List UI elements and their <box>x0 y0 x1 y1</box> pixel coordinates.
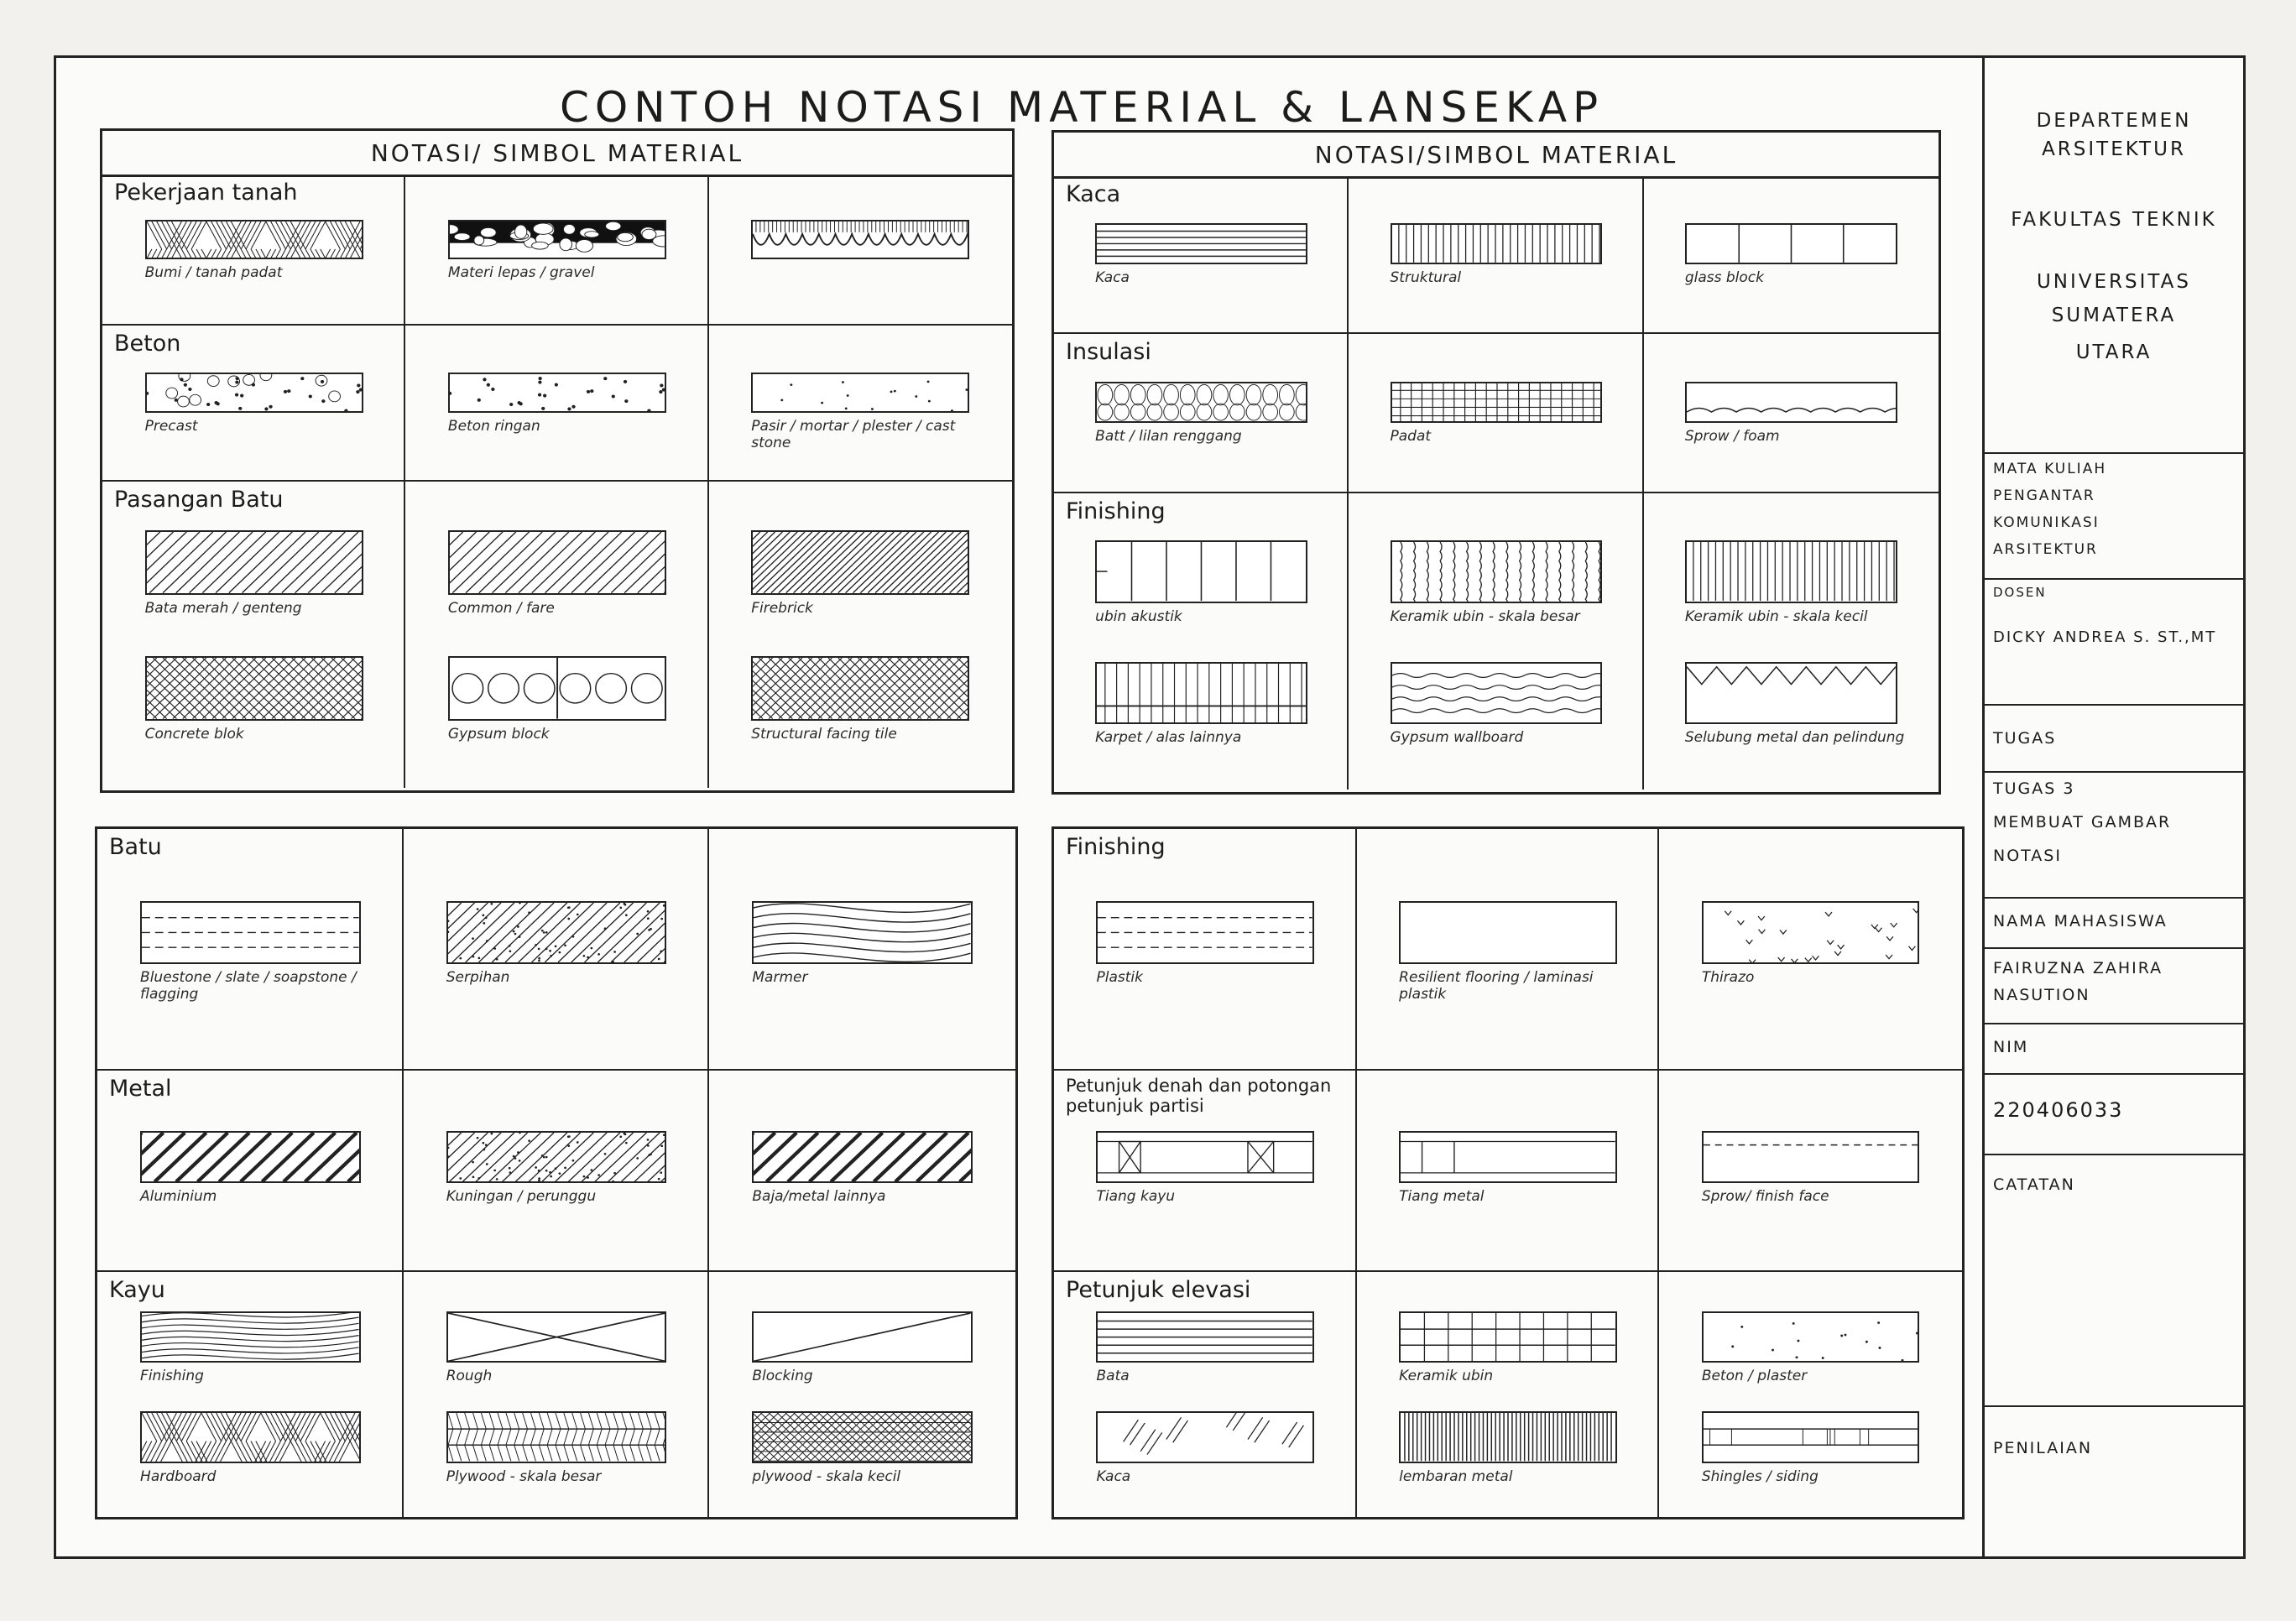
material-label: Structural facing tile <box>751 725 897 743</box>
material-swatch-marble <box>752 901 973 964</box>
material-label: plywood - skala kecil <box>752 1467 901 1485</box>
notation-cell <box>97 829 404 1071</box>
material-swatch-terrazzo <box>1702 901 1920 964</box>
material-swatch-diag-thick <box>140 1131 361 1183</box>
course-box <box>1985 452 2243 580</box>
material-label: Batt / lilan renggang <box>1095 428 1242 446</box>
nim-label-box <box>1985 1023 2243 1075</box>
notation-cell <box>1357 829 1660 1071</box>
material-swatch-zigzag <box>1685 662 1897 724</box>
pattern-graphic <box>450 222 665 258</box>
notation-section-bottom-right <box>1051 826 1965 1519</box>
pattern-graphic <box>147 222 362 258</box>
notation-cell <box>1349 334 1643 493</box>
material-label: Marmer <box>752 969 808 987</box>
material-label: Bata merah / genteng <box>144 600 302 618</box>
material-swatch-waves <box>1391 662 1603 724</box>
pattern-graphic <box>1097 664 1306 722</box>
institution-line: ARSITEKTUR <box>2042 138 2186 160</box>
material-label: Selubung metal dan pelindung <box>1684 729 1905 747</box>
student-label-box <box>1985 897 2243 949</box>
pattern-graphic <box>1704 1413 1918 1461</box>
category-label: Pekerjaan tanah <box>114 180 298 206</box>
material-label: Beton ringan <box>447 418 540 435</box>
material-label: Padat <box>1390 428 1432 446</box>
material-swatch-precast <box>145 373 363 413</box>
notation-cell <box>709 1272 1015 1517</box>
pattern-graphic <box>753 532 968 593</box>
pattern-graphic <box>1401 1133 1615 1181</box>
pattern-graphic <box>448 903 665 962</box>
material-swatch-shingles <box>1702 1411 1920 1462</box>
material-swatch-grid <box>1391 382 1603 423</box>
material-swatch-circles <box>448 656 666 721</box>
course-line: ARSITEKTUR <box>1993 541 2098 558</box>
pattern-graphic <box>142 1133 359 1181</box>
pattern-graphic <box>1392 664 1601 722</box>
pattern-graphic <box>1401 903 1615 962</box>
material-label: Hardboard <box>140 1467 217 1485</box>
material-swatch-diag-dotted <box>446 901 667 964</box>
pattern-graphic <box>1687 383 1896 421</box>
notation-cell <box>1349 493 1643 790</box>
material-label: Rough <box>446 1368 493 1385</box>
notation-cell <box>405 175 708 326</box>
notation-cell <box>1054 176 1349 334</box>
notation-cell <box>1644 334 1939 493</box>
pattern-graphic <box>448 1133 665 1181</box>
notation-cell <box>709 326 1012 482</box>
pattern-graphic <box>1098 1313 1312 1361</box>
section-header: NOTASI/ SIMBOL MATERIAL <box>102 131 1012 177</box>
notation-cell <box>102 326 405 482</box>
notation-cell <box>1054 334 1349 493</box>
institution-line: DEPARTEMEN <box>2036 110 2192 132</box>
material-label: Tiang kayu <box>1096 1188 1176 1206</box>
pattern-graphic <box>753 658 968 719</box>
material-label: Tiang metal <box>1399 1188 1485 1206</box>
pattern-graphic <box>1098 903 1312 962</box>
material-swatch-post-metal <box>1399 1131 1617 1183</box>
material-label: Gypsum wallboard <box>1390 729 1524 747</box>
notation-cell <box>404 829 710 1071</box>
task-line: MEMBUAT GAMBAR <box>1993 813 2172 831</box>
pattern-graphic <box>753 374 968 411</box>
category-label: Pasangan Batu <box>114 487 284 513</box>
drawing-sheet <box>54 55 2246 1559</box>
pattern-graphic <box>1097 383 1306 421</box>
material-swatch-post-wood <box>1096 1131 1314 1183</box>
pattern-graphic <box>1097 225 1306 263</box>
notation-cell <box>1054 829 1357 1071</box>
material-label: Blocking <box>752 1368 813 1385</box>
material-label: Firebrick <box>751 600 813 618</box>
notation-cell <box>709 175 1012 326</box>
material-swatch-weave <box>140 1411 361 1462</box>
notation-cell <box>709 482 1012 788</box>
institution-line: SUMATERA <box>2051 305 2177 326</box>
pattern-graphic <box>754 1413 971 1461</box>
material-swatch-empty <box>1399 901 1617 964</box>
pattern-graphic <box>147 532 362 593</box>
student-name: NASUTION <box>1993 986 2090 1004</box>
pattern-graphic <box>142 903 359 962</box>
pattern-graphic <box>450 658 665 719</box>
pattern-graphic <box>1704 1133 1918 1181</box>
notation-cell <box>102 175 405 326</box>
material-label: Bata <box>1096 1368 1130 1385</box>
material-swatch-dash-line <box>1702 1131 1920 1183</box>
material-label: Baja/metal lainnya <box>752 1188 886 1206</box>
material-swatch-gravel <box>448 220 666 259</box>
notes-box <box>1985 1154 2243 1407</box>
pattern-graphic <box>1392 225 1601 263</box>
grade-box <box>1985 1405 2243 1556</box>
material-label: Serpihan <box>446 969 510 987</box>
material-label: Sprow / foam <box>1684 428 1780 446</box>
pattern-graphic <box>1687 225 1896 263</box>
pattern-graphic <box>754 903 971 962</box>
material-swatch-vlines <box>1685 540 1897 602</box>
notation-cell <box>709 1071 1015 1272</box>
task-box <box>1985 771 2243 899</box>
material-swatch-diag-thick <box>752 1131 973 1183</box>
pattern-graphic <box>448 1413 665 1461</box>
notation-cell <box>1659 1071 1962 1272</box>
category-label: Petunjuk elevasi <box>1066 1277 1251 1303</box>
material-swatch-crosshatch <box>145 656 363 721</box>
material-label: Thirazo <box>1701 969 1755 987</box>
task-line: NOTASI <box>1993 847 2062 865</box>
institution-line: FAKULTAS TEKNIK <box>2011 209 2217 231</box>
material-swatch-dashes <box>1096 901 1314 964</box>
pattern-graphic <box>147 658 362 719</box>
notation-cell <box>1659 1272 1962 1517</box>
material-label: Keramik ubin - skala besar <box>1390 607 1580 625</box>
pattern-graphic <box>142 1413 359 1461</box>
notation-cell <box>1054 1071 1357 1272</box>
notation-cell <box>709 829 1015 1071</box>
material-label: Bumi / tanah padat <box>144 263 283 281</box>
pattern-graphic <box>1687 664 1896 722</box>
notation-section-bottom-left <box>95 826 1018 1519</box>
category-label: Insulasi <box>1066 339 1151 365</box>
notation-cell <box>404 1272 710 1517</box>
material-label: Keramik ubin <box>1399 1368 1494 1385</box>
material-label: Aluminium <box>140 1188 217 1206</box>
pattern-graphic <box>1401 1313 1615 1361</box>
notation-cell <box>1054 493 1349 790</box>
pattern-graphic <box>1687 542 1896 601</box>
task-line: TUGAS 3 <box>1993 779 2075 798</box>
material-swatch-dots <box>448 373 666 413</box>
notation-section-top-right <box>1051 130 1941 795</box>
material-label: Gypsum block <box>447 725 550 743</box>
material-swatch-dashes <box>140 901 361 964</box>
pattern-graphic <box>1098 1413 1312 1461</box>
category-label: Finishing <box>1066 834 1166 860</box>
task-label: TUGAS <box>1993 729 2057 748</box>
material-label: Karpet / alas lainnya <box>1095 729 1242 747</box>
material-label: Kuningan / perunggu <box>446 1188 597 1206</box>
pattern-graphic <box>1401 1413 1615 1461</box>
material-label: Pasir / mortar / plester / cast stone <box>751 418 956 452</box>
notation-cell <box>1644 176 1939 334</box>
institution-line: UNIVERSITAS <box>2036 271 2192 293</box>
material-swatch-plywood <box>446 1411 667 1462</box>
material-swatch-x-box <box>446 1311 667 1363</box>
material-label: Kaca <box>1095 269 1130 287</box>
notation-cell <box>1349 176 1643 334</box>
material-label: Materi lepas / gravel <box>447 263 595 281</box>
pattern-graphic <box>1097 542 1306 601</box>
pattern-graphic <box>450 532 665 593</box>
pattern-graphic <box>1392 383 1601 421</box>
material-swatch-plywood-small <box>752 1411 973 1462</box>
task-label-box <box>1985 704 2243 773</box>
material-swatch-diag-dotted <box>446 1131 667 1183</box>
notation-cell <box>1054 1272 1357 1517</box>
student-box <box>1985 947 2243 1024</box>
material-swatch-blocks <box>1685 223 1897 264</box>
notation-cell <box>1659 829 1962 1071</box>
pattern-graphic <box>450 374 665 411</box>
material-swatch-vlines-bar <box>1095 662 1307 724</box>
title-block <box>1982 58 2243 1556</box>
category-label: Finishing <box>1066 498 1166 524</box>
pattern-graphic <box>754 1133 971 1181</box>
student-label: NAMA MAHASISWA <box>1993 912 2168 930</box>
notation-section-top-left <box>100 128 1015 793</box>
material-label: Bluestone / slate / soapstone / flagging <box>140 969 357 1003</box>
material-swatch-tiles <box>1399 1311 1617 1363</box>
material-label: Finishing <box>140 1368 204 1385</box>
student-name: FAIRUZNA ZAHIRA <box>1993 959 2163 977</box>
category-label: Petunjuk denah dan potongan petunjuk partisi <box>1066 1076 1332 1116</box>
material-label: Sprow/ finish face <box>1701 1188 1829 1206</box>
course-label: MATA KULIAH <box>1993 461 2107 477</box>
material-swatch-hlines <box>1095 223 1307 264</box>
grade-label: PENILAIAN <box>1993 1439 2093 1457</box>
material-swatch-wave-bottom <box>1685 382 1897 423</box>
notes-label: CATATAN <box>1993 1175 2075 1194</box>
pattern-graphic <box>1704 903 1918 962</box>
material-label: glass block <box>1684 269 1764 287</box>
notation-cell <box>97 1071 404 1272</box>
category-label: Kaca <box>1066 181 1121 207</box>
lecturer-name: DICKY ANDREA S. ST.,MT <box>1993 628 2217 646</box>
pattern-graphic <box>142 1313 359 1361</box>
section-header: NOTASI/SIMBOL MATERIAL <box>1054 133 1939 179</box>
pattern-graphic <box>147 374 362 411</box>
nim-box <box>1985 1073 2243 1155</box>
course-line: KOMUNIKASI <box>1993 514 2100 531</box>
pattern-graphic <box>1704 1313 1918 1361</box>
pattern-graphic <box>1392 542 1601 601</box>
material-label: Kaca <box>1096 1467 1131 1485</box>
material-label: Plastik <box>1096 969 1143 987</box>
notation-cell <box>97 1272 404 1517</box>
material-label: Keramik ubin - skala kecil <box>1684 607 1868 625</box>
institution-line: UTARA <box>2075 341 2152 363</box>
material-label: Resilient flooring / laminasi plastik <box>1399 969 1594 1003</box>
material-swatch-vlines-dense <box>1399 1411 1617 1462</box>
category-label: Metal <box>109 1076 172 1102</box>
material-swatch-vlines-wide <box>1095 540 1307 602</box>
material-swatch-weave <box>145 220 363 259</box>
nim-label: NIM <box>1993 1038 2029 1056</box>
material-label: lembaran metal <box>1399 1467 1513 1485</box>
material-swatch-diag <box>448 530 666 595</box>
material-label: Common / fare <box>447 600 555 618</box>
material-swatch-diag <box>145 530 363 595</box>
material-swatch-fine-dots <box>1702 1311 1920 1363</box>
notation-cell <box>1644 493 1939 790</box>
material-swatch-one-diag <box>752 1311 973 1363</box>
notation-cell <box>405 326 708 482</box>
course-line: PENGANTAR <box>1993 487 2095 504</box>
material-swatch-wavy-v <box>1391 540 1603 602</box>
material-label: Plywood - skala besar <box>446 1467 602 1485</box>
pattern-graphic <box>753 222 968 258</box>
pattern-graphic <box>1098 1133 1312 1181</box>
material-swatch-batt <box>1095 382 1307 423</box>
material-swatch-crosshatch <box>751 656 969 721</box>
notation-cell <box>1357 1071 1660 1272</box>
notation-cell <box>404 1071 710 1272</box>
material-label: Struktural <box>1390 269 1462 287</box>
category-label: Beton <box>114 331 181 357</box>
institution-box <box>1985 58 2243 454</box>
material-swatch-diag-dense <box>751 530 969 595</box>
pattern-graphic <box>754 1313 971 1361</box>
lecturer-label: DOSEN <box>1993 585 2047 600</box>
notation-cell <box>1357 1272 1660 1517</box>
notation-cell <box>102 482 405 788</box>
material-swatch-fine-dots <box>751 373 969 413</box>
material-swatch-wood-grain <box>140 1311 361 1363</box>
material-swatch-glass-elev <box>1096 1411 1314 1462</box>
material-label: Shingles / siding <box>1701 1467 1819 1485</box>
notation-cell <box>405 482 708 788</box>
material-label: Concrete blok <box>144 725 244 743</box>
sheet-title: CONTOH NOTASI MATERIAL & LANSEKAP <box>560 83 1605 132</box>
material-label: Precast <box>144 418 198 435</box>
pattern-graphic <box>448 1313 665 1361</box>
material-swatch-fill-wavy <box>751 220 969 259</box>
category-label: Kayu <box>109 1277 165 1303</box>
material-swatch-vlines <box>1391 223 1603 264</box>
material-swatch-hlines <box>1096 1311 1314 1363</box>
nim-value: 220406033 <box>1993 1098 2124 1122</box>
material-label: ubin akustik <box>1095 607 1182 625</box>
material-label: Beton / plaster <box>1701 1368 1808 1385</box>
category-label: Batu <box>109 834 162 860</box>
lecturer-box <box>1985 578 2243 706</box>
